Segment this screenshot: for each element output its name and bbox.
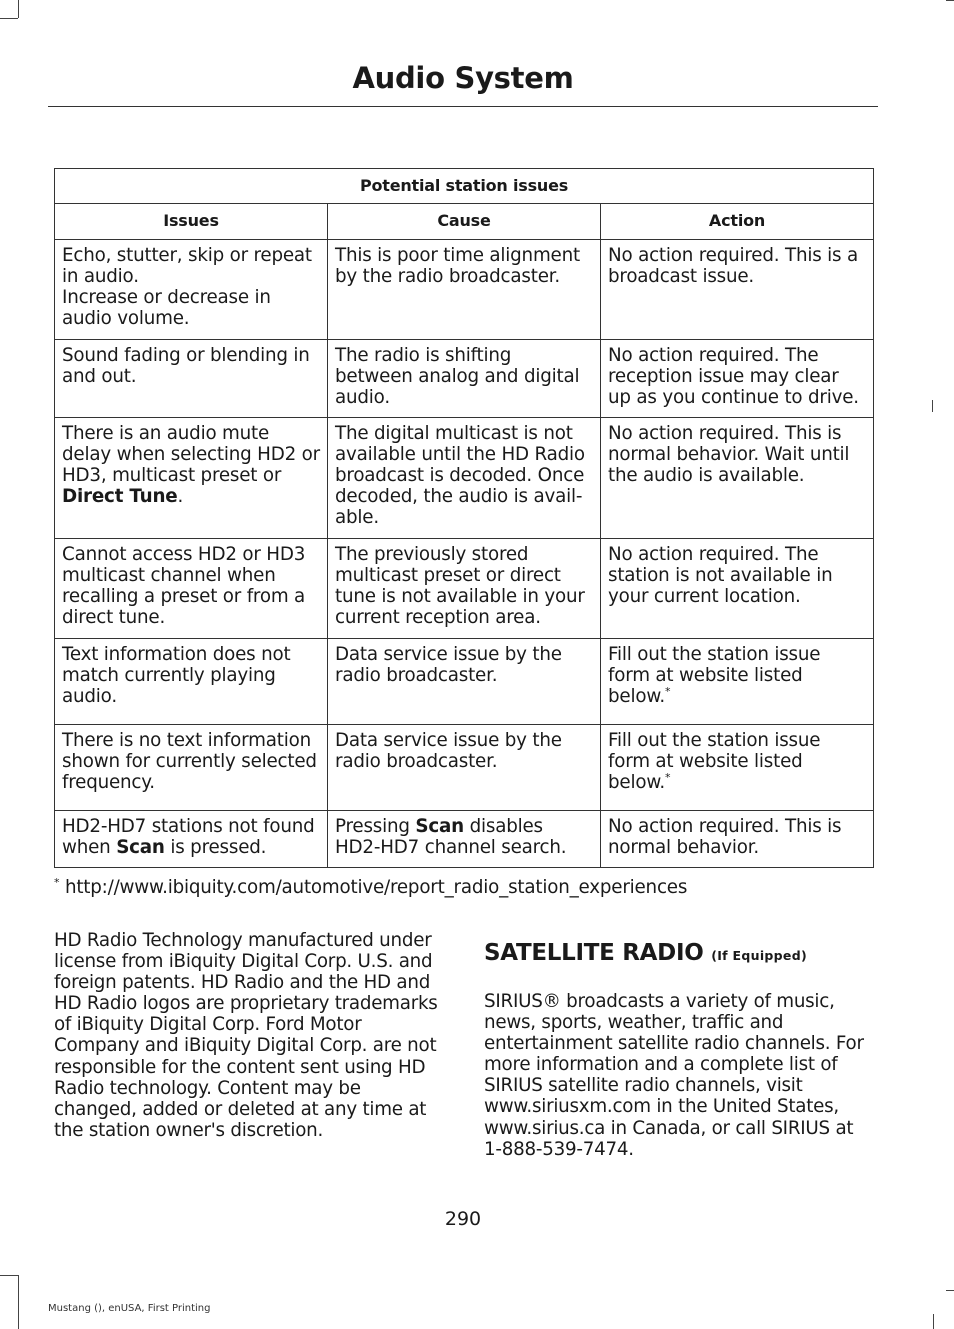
column-header-action: Action xyxy=(601,204,874,240)
print-info: Mustang (), enUSA, First Printing xyxy=(48,1303,211,1314)
scan-keyword: Scan xyxy=(415,816,464,837)
table-row xyxy=(55,418,874,539)
crop-mark xyxy=(946,0,954,1)
action-cell xyxy=(601,725,874,811)
crop-mark xyxy=(18,0,19,18)
issue-text: Increase or decrease in audio volume. xyxy=(62,287,271,329)
footnote-url: http://www.ibiquity.com/automotive/report_radio_station_experiences xyxy=(64,877,688,899)
direct-tune-keyword: Direct Tune xyxy=(62,486,178,507)
page-number: 290 xyxy=(444,1208,482,1230)
table-caption-row xyxy=(55,169,874,204)
table-caption: Potential station issues xyxy=(55,169,874,204)
hd-radio-license-text: HD Radio Technology manufactured under license from iBiquity Digital Corp. U.S. and foreign patents. HD Radio and the HD and HD Radio logos are proprietary trademarks of iBiquity Digital Corp. Ford Motor Company and iBiquity Digital Corp. are not responsible for the content sent using HD Radio technology. Content may be changed, added or deleted at any time at the station owner's discretion. xyxy=(54,930,438,1141)
crop-mark xyxy=(0,1275,18,1276)
cause-cell: This is poor time alignment by the radio broadcaster. xyxy=(328,240,601,340)
issue-text: HD2-HD7 stations not found when xyxy=(62,816,315,858)
page-title: Audio System xyxy=(352,61,574,95)
section-title: SATELLITE RADIO xyxy=(484,940,704,966)
cause-cell: The digital multicast is not available until the HD Radio broadcast is decoded. Once decoded, the audio is avail-able. xyxy=(328,418,601,539)
station-issues-table xyxy=(54,168,874,868)
cause-text: Pressing xyxy=(335,816,416,837)
footnote-marker: * xyxy=(54,876,60,889)
table-row xyxy=(55,240,874,340)
footnote-marker: * xyxy=(665,684,671,698)
issue-cell xyxy=(55,811,328,868)
crop-mark xyxy=(0,18,18,19)
table-row xyxy=(55,811,874,868)
issue-cell: There is no text information shown for currently selected frequency. xyxy=(55,725,328,811)
column-header-cause: Cause xyxy=(328,204,601,240)
issue-cell: Sound fading or blending in and out. xyxy=(55,340,328,418)
crop-mark xyxy=(946,1290,954,1291)
issue-cell: Cannot access HD2 or HD3 multicast channel when recalling a preset or from a direct tune. xyxy=(55,539,328,639)
action-cell: No action required. The reception issue may clear up as you continue to drive. xyxy=(601,340,874,418)
cause-cell xyxy=(328,811,601,868)
table-footnote xyxy=(54,876,687,898)
action-text: Fill out the station issue form at website listed below. xyxy=(608,644,821,707)
cause-cell: Data service issue by the radio broadcaster. xyxy=(328,639,601,725)
cause-cell: Data service issue by the radio broadcaster. xyxy=(328,725,601,811)
cause-cell: The previously stored multicast preset or direct tune is not available in your current reception area. xyxy=(328,539,601,639)
cause-cell: The radio is shifting between analog and digital audio. xyxy=(328,340,601,418)
action-cell: No action required. The station is not available in your current location. xyxy=(601,539,874,639)
section-heading xyxy=(484,938,876,971)
issue-cell: Text information does not match currently playing audio. xyxy=(55,639,328,725)
cause-text: disables HD2-HD7 channel search. xyxy=(335,816,567,858)
table-header-row xyxy=(55,204,874,240)
column-header-issues: Issues xyxy=(55,204,328,240)
table-row xyxy=(55,340,874,418)
table-row xyxy=(55,725,874,811)
crop-mark xyxy=(932,400,933,412)
action-cell: No action required. This is a broadcast issue. xyxy=(601,240,874,340)
section-body: SIRIUS® broadcasts a variety of music, news, sports, weather, traffic and entertainment satellite radio channels. For more information and a complete list of SIRIUS satellite radio channels, visit www.siriusxm.com in the United States, www.sirius.ca in Canada, or call SIRIUS at 1-888-539-7474. xyxy=(484,991,864,1160)
table-row xyxy=(55,539,874,639)
issue-text: Echo, stutter, skip or repeat in audio. xyxy=(62,245,312,287)
action-text: Fill out the station issue form at website listed below. xyxy=(608,730,821,793)
issue-cell xyxy=(55,418,328,539)
issue-cell xyxy=(55,240,328,340)
crop-mark xyxy=(933,1314,934,1329)
footnote-marker: * xyxy=(665,770,671,784)
section-qualifier: (If Equipped) xyxy=(711,948,807,963)
issue-text: . xyxy=(177,486,184,507)
satellite-radio-section xyxy=(484,938,876,1160)
table-row xyxy=(55,639,874,725)
issue-text: is pressed. xyxy=(164,837,267,858)
action-cell: No action required. This is normal behavior. Wait until the audio is available. xyxy=(601,418,874,539)
scan-keyword: Scan xyxy=(116,837,165,858)
action-cell: No action required. This is normal behavior. xyxy=(601,811,874,868)
action-cell xyxy=(601,639,874,725)
crop-mark xyxy=(18,1275,19,1329)
issue-text: There is an audio mute delay when selecting HD2 or HD3, multicast preset or xyxy=(62,423,320,486)
title-divider xyxy=(48,106,878,107)
